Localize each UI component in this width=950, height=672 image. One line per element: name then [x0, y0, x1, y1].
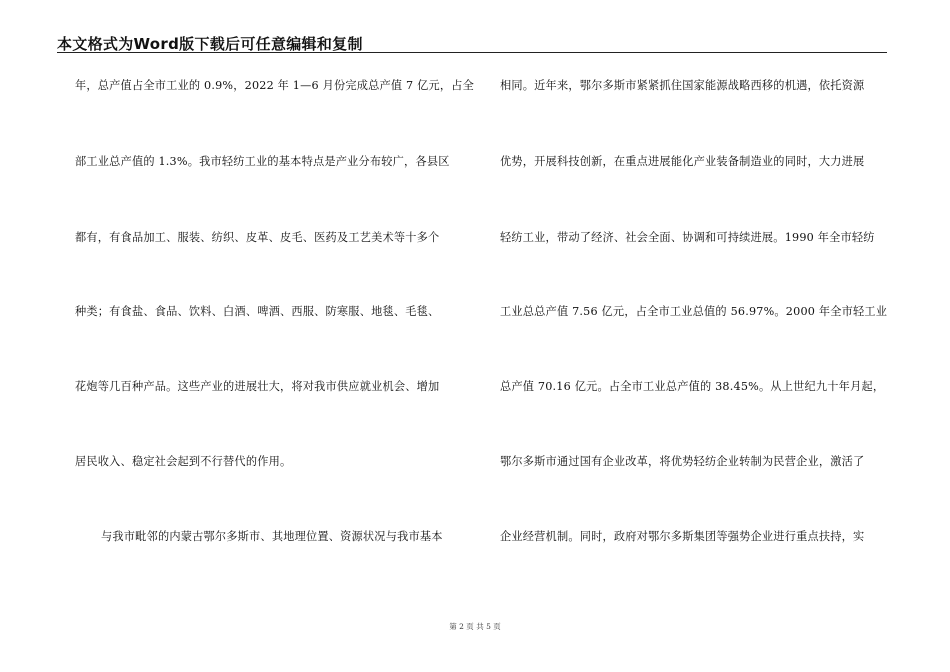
text-line: 总产值 70.16 亿元。占全市工业总产值的 38.45%。从上世纪九十年月起，	[500, 380, 885, 393]
text-line-indented: 与我市毗邻的内蒙古鄂尔多斯市、其地理位置、资源状况与我市基本	[101, 530, 443, 543]
text-line: 鄂尔多斯市通过国有企业改革，将优势轻纺企业转制为民营企业，激活了	[500, 455, 865, 468]
text-line: 居民收入、稳定社会起到不行替代的作用。	[75, 455, 292, 468]
header-title: 本文格式为Word版下载后可任意编辑和复制	[57, 35, 363, 53]
text-line: 种类；有食盐、食品、饮料、白酒、啤酒、西服、防寒服、地毯、毛毯、	[75, 305, 440, 318]
text-line: 企业经营机制。同时，政府对鄂尔多斯集团等强势企业进行重点扶持，实	[500, 530, 865, 543]
text-line: 花炮等几百种产品。这些产业的进展壮大，将对我市供应就业机会、增加	[75, 380, 440, 393]
text-line: 工业总总产值 7.56 亿元，占全市工业总值的 56.97%。2000 年全市轻工业	[500, 305, 888, 318]
text-line: 相同。近年来，鄂尔多斯市紧紧抓住国家能源战略西移的机遇，依托资源	[500, 79, 865, 92]
text-line: 部工业总产值的 1.3%。我市轻纺工业的基本特点是产业分布较广，各县区	[75, 155, 450, 168]
document-header	[57, 30, 887, 53]
text-line: 都有，有食品加工、服装、纺织、皮革、皮毛、医药及工艺美术等十多个	[75, 231, 440, 244]
text-line: 轻纺工业，带动了经济、社会全面、协调和可持续进展。1990 年全市轻纺	[500, 231, 875, 244]
text-line: 优势，开展科技创新，在重点进展能化产业装备制造业的同时，大力进展	[500, 155, 865, 168]
text-line: 年，总产值占全市工业的 0.9%，2022 年 1—6 月份完成总产值 7 亿元，占全	[75, 79, 475, 92]
page-number: 第 2 页 共 5 页	[449, 622, 501, 631]
